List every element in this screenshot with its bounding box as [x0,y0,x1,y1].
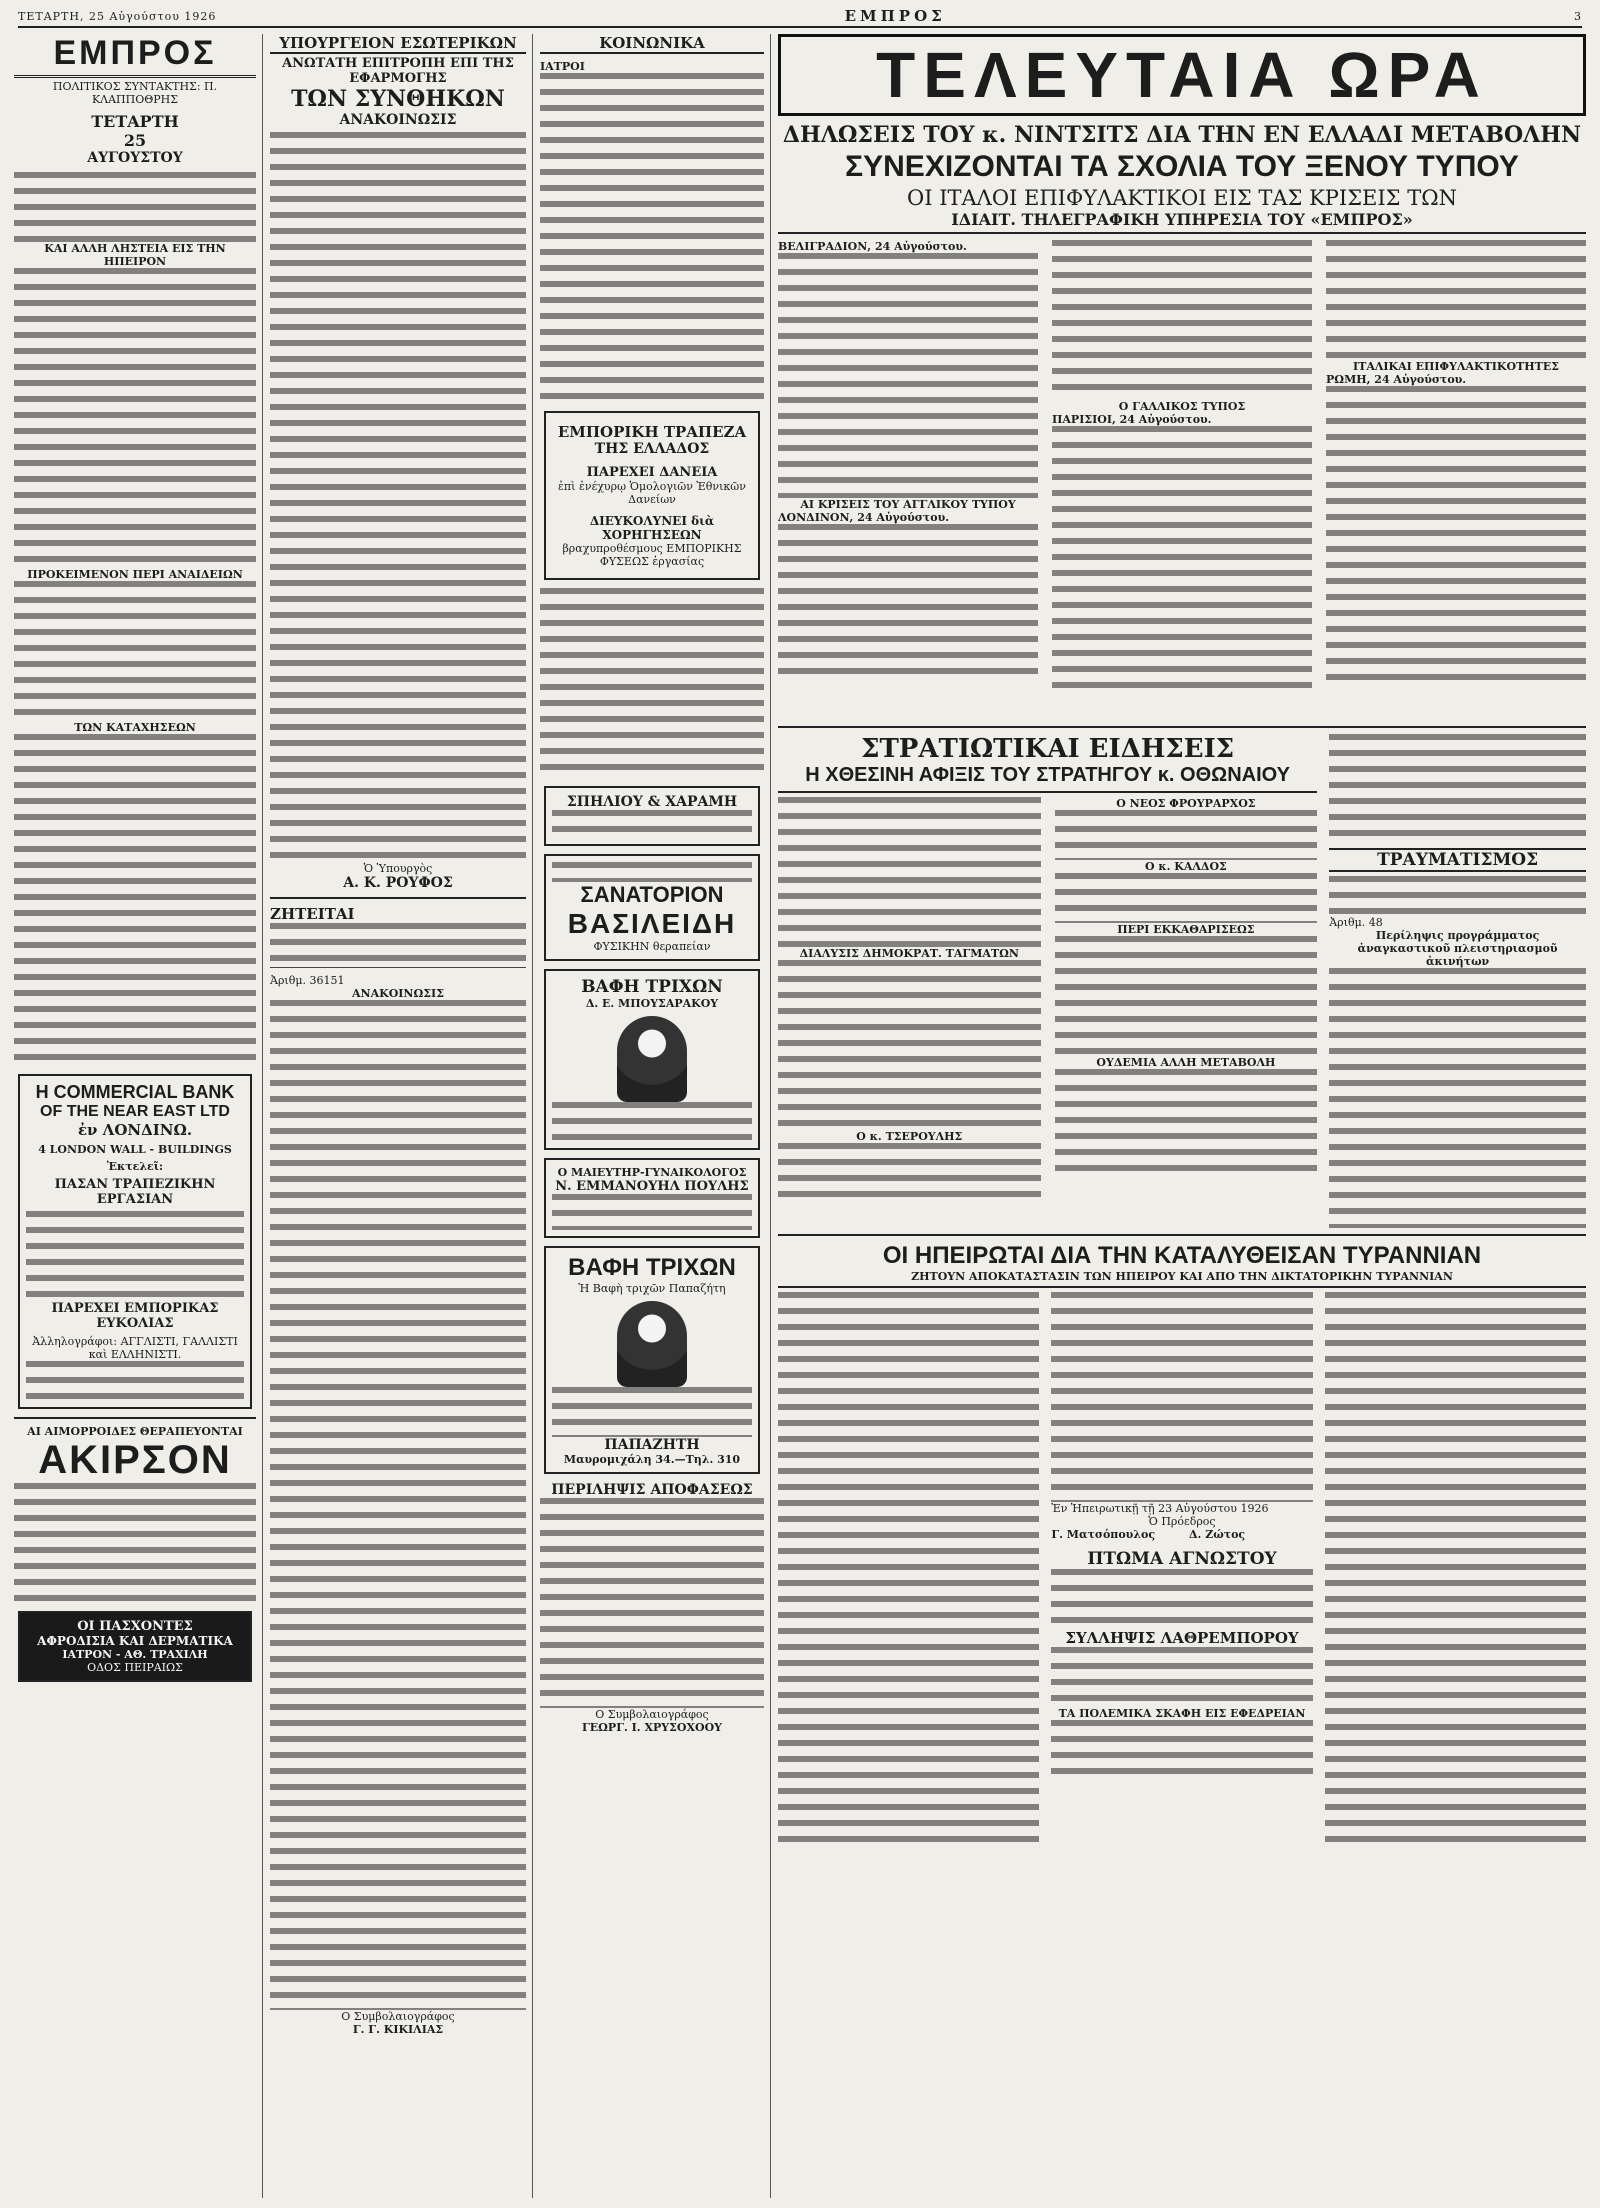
corpse-text [1051,1569,1312,1629]
committee-heading: ΑΝΩΤΑΤΗ ΕΠΙΤΡΟΠΗ ΕΠΙ ΤΗΣ ΕΦΑΡΜΟΓΗΣ [282,56,514,86]
social-heading: ΚΟΙΝΩΝΙΚΑ [540,34,764,54]
injury-text [1329,734,1586,844]
obstetrician-text [552,1194,752,1230]
bank-correspondents: Ἀλληλογράφοι: ΑΓΓΛΙΣΤΙ, ΓΑΛΛΙΣΤΙ καὶ ΕΛΛΗΝΙΣΤΙ. [32,1335,238,1361]
italians-headline: ΟΙ ΙΤΑΛΟΙ ΕΠΙΦΥΛΑΚΤΙΚΟΙ ΕΙΣ ΤΑΣ ΚΡΙΣΕΙΣ ΤΩΝ [907,186,1457,210]
subhead: Ο ΝΕΟΣ ΦΡΟΥΡΑΡΧΟΣ [1116,797,1256,810]
column-rule [770,34,771,2198]
bank-credit: ΠΑΡΕΧΕΙ ΕΜΠΟΡΙΚΑΣ ΕΥΚΟΛΙΑΣ [51,1301,219,1331]
masthead: ΕΜΠΡΟΣ [14,34,256,78]
obstetrician-ad [544,1158,760,1238]
pasch-subtitle: ΑΦΡΟΔΙΣΙΑ ΚΑΙ ΔΕΡΜΑΤΙΚΑ [37,1634,233,1648]
section-heading: ΥΠΟΥΡΓΕΙΟΝ ΕΣΩΤΕΡΙΚΩΝ [270,34,526,54]
last-hour-banner: ΤΕΛΕΥΤΑΙΑ ΩΡΑ [778,34,1586,116]
notice-text [270,1000,526,2010]
injury-text [1329,876,1586,916]
hair-dye-2-address: Μαυρομιχάλη 34.—Τηλ. 310 [563,1453,741,1466]
sanatorium-title: ΣΑΝΑΤΟΡΙΟΝ [580,882,724,907]
month: ΑΥΓΟΥΣΤΟΥ [87,150,183,166]
doctors-heading: ΙΑΤΡΟΙ [540,60,585,73]
article-text [14,734,256,1064]
column-rule [532,34,533,2198]
bank-facilitates: ΔΙΕΥΚΟΛΥΝΕΙ διὰ ΧΟΡΗΓΗΣΕΩΝ [589,514,715,542]
epirus-text [778,1292,1039,1852]
obstetrician-name: Ν. ΕΜΜΑΝΟΥΗΛ ΠΟΥΛΗΣ [555,1179,749,1194]
bank-title: ΕΜΠΟΡΙΚΗ ΤΡΑΠΕΖΑ [557,423,747,441]
obstetrician-title: Ο ΜΑΙΕΥΤΗΡ-ΓΥΝΑΙΚΟΛΟΓΟΣ [557,1166,747,1179]
epirus-text [1051,1292,1312,1502]
column-2 [270,34,526,2194]
subhead: Ο ΓΑΛΛΙΚΟΣ ΤΥΠΟΣ [1118,400,1246,413]
notice-number: Ἀριθμ. 36151 [270,974,345,987]
optician-name: ΣΠΗΛΙΟΥ & ΧΑΡΑΜΗ [566,794,738,810]
akirson-headline: ΑΙ ΑΙΜΟΡΡΟΙΔΕΣ ΘΕΡΑΠΕΥΟΝΤΑΙ [27,1425,243,1438]
hair-dye-2-text [552,1387,752,1437]
sanatorium-ad [544,854,760,961]
bank-city: ἐν ΛΟΝΔΙΝΩ. [77,1121,193,1139]
telegraph-text [1326,386,1586,686]
decision-summary-text [540,1498,764,1708]
epirus-place: Ἐν Ἠπειρωτικῇ τῇ 23 Αὐγούστου 1926 [1051,1502,1269,1515]
minister-title: Ὁ Ὑπουργὸς [363,862,433,875]
bank-advertisement [18,1074,252,1409]
hair-dye-maker: Δ. Ε. ΜΠΟΥΣΑΡΑΚΟΥ [585,997,719,1010]
hair-dye-ad-2 [544,1246,760,1474]
auction-number: Ἀριθμ. 48 [1329,916,1383,929]
page-header [18,6,1582,28]
bank-text [26,1361,244,1401]
notary-name: Γ. Γ. ΚΙΚΙΛΙΑΣ [352,2023,444,2036]
othonaios-headline: Η ΧΘΕΣΙΝΗ ΑΦΙΞΙΣ ΤΟΥ ΣΤΡΑΤΗΓΟΥ κ. ΟΘΩΝΑΙΟΥ [778,764,1317,793]
subhead: ΔΙΑΛΥΣΙΣ ΔΗΜΟΚΡΑΤ. ΤΑΓΜΑΤΩΝ [799,947,1019,960]
telegraph-text [1052,240,1312,400]
military-section [778,734,1317,1228]
telegraph-text [1052,426,1312,696]
article-text [14,581,256,721]
telegraph-text [778,253,1038,498]
military-text [778,960,1041,1130]
pasch-doctor: ΙΑΤΡΟΝ - ΑΘ. ΤΡΑΧΙΛΗ [62,1648,208,1661]
foreign-press-headline: ΣΥΝΕΧΙΖΟΝΤΑΙ ΤΑ ΣΧΟΛΙΑ ΤΟΥ ΞΕΝΟΥ ΤΥΠΟΥ [845,150,1519,183]
bank-title-2: ΤΗΣ ΕΛΛΑΔΟΣ [594,441,710,457]
bank-label: Ἐκτελεῖ: [106,1160,164,1173]
dateline: ΛΟΝΔΙΝΟΝ, 24 Αὐγούστου. [778,511,950,524]
day: ΤΕΤΑΡΤΗ [91,112,179,131]
bank-name-2: OF THE NEAR EAST LTD [40,1103,230,1120]
pasch-street: ΟΔΟΣ ΠΕΙΡΑΙΩΣ [87,1661,183,1674]
bank-text [26,1211,244,1297]
telegraph-text [1326,240,1586,360]
hair-dye-ad [544,969,760,1150]
announcement-text [270,132,526,862]
pasch-title: ΟΙ ΠΑΣΧΟΝΤΕΣ [77,1619,193,1634]
unknown-corpse-headline: ΠΤΩΜΑ ΑΓΝΩΣΤΟΥ [1087,1549,1277,1569]
telegraph-service: ΙΔΙΑΙΤ. ΤΗΛΕΓΡΑΦΙΚΗ ΥΠΗΡΕΣΙΑ ΤΟΥ «ΕΜΠΡΟΣ» [778,210,1586,234]
military-text [778,1143,1041,1203]
pasch-advertisement [18,1611,252,1682]
telegraph-text [778,524,1038,674]
military-text [1055,810,1318,860]
optician-ad [544,786,760,846]
column-text [540,588,764,778]
telegraph-columns [778,240,1586,720]
epirus-signer-role: Ὁ Πρόεδρος [1148,1515,1216,1528]
dateline: ΒΕΛΙΓΡΑΔΙΟΝ, 24 Αὐγούστου. [778,240,967,253]
epirus-subheadline: ΖΗΤΟΥΝ ΑΠΟΚΑΤΑΣΤΑΣΙΝ ΤΩΝ ΗΠΕΙΡΟΥ ΚΑΙ ΑΠΟ ΤΗΝ ΔΙΚΤΑΤΟΡΙΚΗΝ ΤΥΡΑΝΝΙΑΝ [778,1270,1586,1288]
notary-name-2: ΓΕΩΡΓ. Ι. ΧΡΥΣΟΧΟΟΥ [581,1721,723,1734]
date-number: 25 [123,131,147,150]
commercial-bank-ad [544,411,760,580]
dateline: ΠΑΡΙΣΙΟΙ, 24 Αὐγούστου. [1052,413,1212,426]
lower-main [778,734,1586,1228]
military-text [778,797,1041,947]
epirus-signer: Γ. Ματσόπουλος [1051,1528,1156,1541]
hair-dye-2-subtitle: Ἡ Βαφὴ τριχῶν Παπαζήτη [578,1282,726,1295]
bank-service: ΠΑΣΑΝ ΤΡΑΠΕΖΙΚΗΝ ΕΡΓΑΣΙΑΝ [54,1177,216,1207]
doctors-text [540,73,764,403]
header-page-number: 3 [1574,9,1582,23]
minister-name: Α. Κ. ΡΟΥΦΟΣ [343,875,453,891]
subhead: ΟΥΔΕΜΙΑ ΑΛΛΗ ΜΕΤΑΒΟΛΗ [1096,1056,1276,1069]
epirus-signer-2: Δ. Ζώτος [1189,1528,1246,1541]
epirus-section [778,1292,1586,1852]
hair-dye-text [552,1102,752,1142]
announcement-heading: ΑΝΑΚΟΙΝΩΣΙΣ [339,112,457,128]
notary-title-2: Ο Συμβολαιογράφος [595,1708,709,1721]
subhead: ΑΙ ΚΡΙΣΕΙΣ ΤΟΥ ΑΓΓΛΙΚΟΥ ΤΥΠΟΥ [800,498,1016,511]
sanatorium-name: ΒΑΣΙΛΕΙΔΗ [567,908,737,939]
article-text [14,268,256,568]
header-paper-name: ΕΜΠΡΟΣ [844,7,946,25]
subhead: ΠΡΟΚΕΙΜΕΝΟΝ ΠΕΡΙ ΑΝΑΙΔΕΙΩΝ [27,568,243,581]
notary-title: Ο Συμβολαιογράφος [341,2010,455,2023]
epirus-text [1325,1292,1586,1852]
wanted-label: ΖΗΤΕΙΤΑΙ [270,905,355,923]
nincic-headline: ΔΗΛΩΣΕΙΣ ΤΟΥ κ. ΝΙΝΤΣΙΤΣ ΔΙΑ ΤΗΝ ΕΝ ΕΛΛΑΔΙ ΜΕΤΑΒΟΛΗΝ [782,122,1582,148]
bank-loans: ΠΑΡΕΧΕΙ ΔΑΝΕΙΑ [586,465,718,480]
subhead: Ο κ. ΚΑΛΔΟΣ [1144,860,1227,873]
auction-heading: Περίληψις προγράμματος ἀναγκαστικοῦ πλειστηριασμοῦ ἀκινήτων [1357,929,1558,968]
military-text [1055,1069,1318,1179]
akirson-brand: ΑΚΙΡΣΟΝ [38,1438,232,1482]
decision-summary-heading: ΠΕΡΙΛΗΨΙΣ ΑΠΟΦΑΣΕΩΣ [551,1482,753,1498]
injury-headline: ΤΡΑΥΜΑΤΙΣΜΟΣ [1329,848,1586,872]
dateline: ΡΩΜΗ, 24 Αὐγούστου. [1326,373,1467,386]
column-3 [540,34,764,2194]
bank-facilitates-detail: βραχυπροθέσμους ΕΜΠΟΡΙΚΗΣ ΦΥΣΕΩΣ ἐργασίας [562,542,742,568]
header-date: ΤΕΤΑΡΤΗ, 25 Αὐγούστου 1926 [18,9,217,23]
bank-address: 4 LONDON WALL - BUILDINGS [38,1143,232,1156]
auction-text [1329,968,1586,1228]
hair-dye-2-title: ΒΑΦΗ ΤΡΙΧΩΝ [568,1254,736,1281]
smuggler-arrest-headline: ΣΥΛΛΗΨΙΣ ΛΑΘΡΕΜΠΟΡΟΥ [1065,1629,1299,1647]
military-text [1055,873,1318,923]
injury-section [1329,734,1586,1228]
column-1 [14,34,256,2194]
military-headline: ΣΤΡΑΤΙΩΤΙΚΑΙ ΕΙΔΗΣΕΙΣ [861,734,1235,764]
treaties-heading: ΤΩΝ ΣΥΝΘΗΚΩΝ [291,86,505,112]
hair-dye-title: ΒΑΦΗ ΤΡΙΧΩΝ [581,977,723,997]
main-news-area [778,34,1586,2194]
subhead: ΤΩΝ ΚΑΤΑΧΗΣΕΩΝ [74,721,196,734]
epirus-headline: ΟΙ ΗΠΕΙΡΩΤΑΙ ΔΙΑ ΤΗΝ ΚΑΤΑΛΥΘΕΙΣΑΝ ΤΥΡΑΝΝΙΑΝ [882,1242,1482,1269]
editor-line: ΠΟΛΙΤΙΚΟΣ ΣΥΝΤΑΚΤΗΣ: Π. ΚΛΑΠΠΟΘΡΗΣ [52,80,218,106]
wanted-text [270,923,526,961]
warships-headline: ΤΑ ΠΟΛΕΜΙΚΑ ΣΚΑΦΗ ΕΙΣ ΕΦΕΔΡΕΙΑΝ [1058,1707,1306,1720]
column-rule [262,34,263,2198]
warships-text [1051,1720,1312,1780]
subhead: ΚΑΙ ΑΛΛΗ ΛΗΣΤΕΙΑ ΕΙΣ ΤΗΝ ΗΠΕΙΡΟΝ [44,242,226,268]
optician-text [552,810,752,838]
bank-loans-detail: ἐπὶ ἐνέχυρῳ Ὁμολογιῶν Ἐθνικῶν Δανείων [558,480,746,506]
sanatorium-text [552,862,752,882]
article-text [14,172,256,242]
smuggler-text [1051,1647,1312,1707]
military-text [1055,936,1318,1056]
sanatorium-therapy: ΦΥΣΙΚΗΝ θεραπείαν [593,940,711,953]
notice-heading: ΑΝΑΚΟΙΝΩΣΙΣ [352,987,444,1000]
bank-name: Η COMMERCIAL BANK [35,1082,235,1102]
subhead: ΙΤΑΛΙΚΑΙ ΕΠΙΦΥΛΑΚΤΙΚΟΤΗΤΕΣ [1353,360,1559,373]
woman-portrait-icon [617,1301,687,1387]
woman-portrait-icon [617,1016,687,1102]
hair-dye-2-brand: ΠΑΠΑΖΗΤΗ [604,1437,700,1453]
signature: Ο κ. ΤΣΕΡΟΥΛΗΣ [856,1130,963,1143]
subhead: ΠΕΡΙ ΕΚΚΑΘΑΡΙΣΕΩΣ [1117,923,1255,936]
akirson-text [14,1483,256,1603]
